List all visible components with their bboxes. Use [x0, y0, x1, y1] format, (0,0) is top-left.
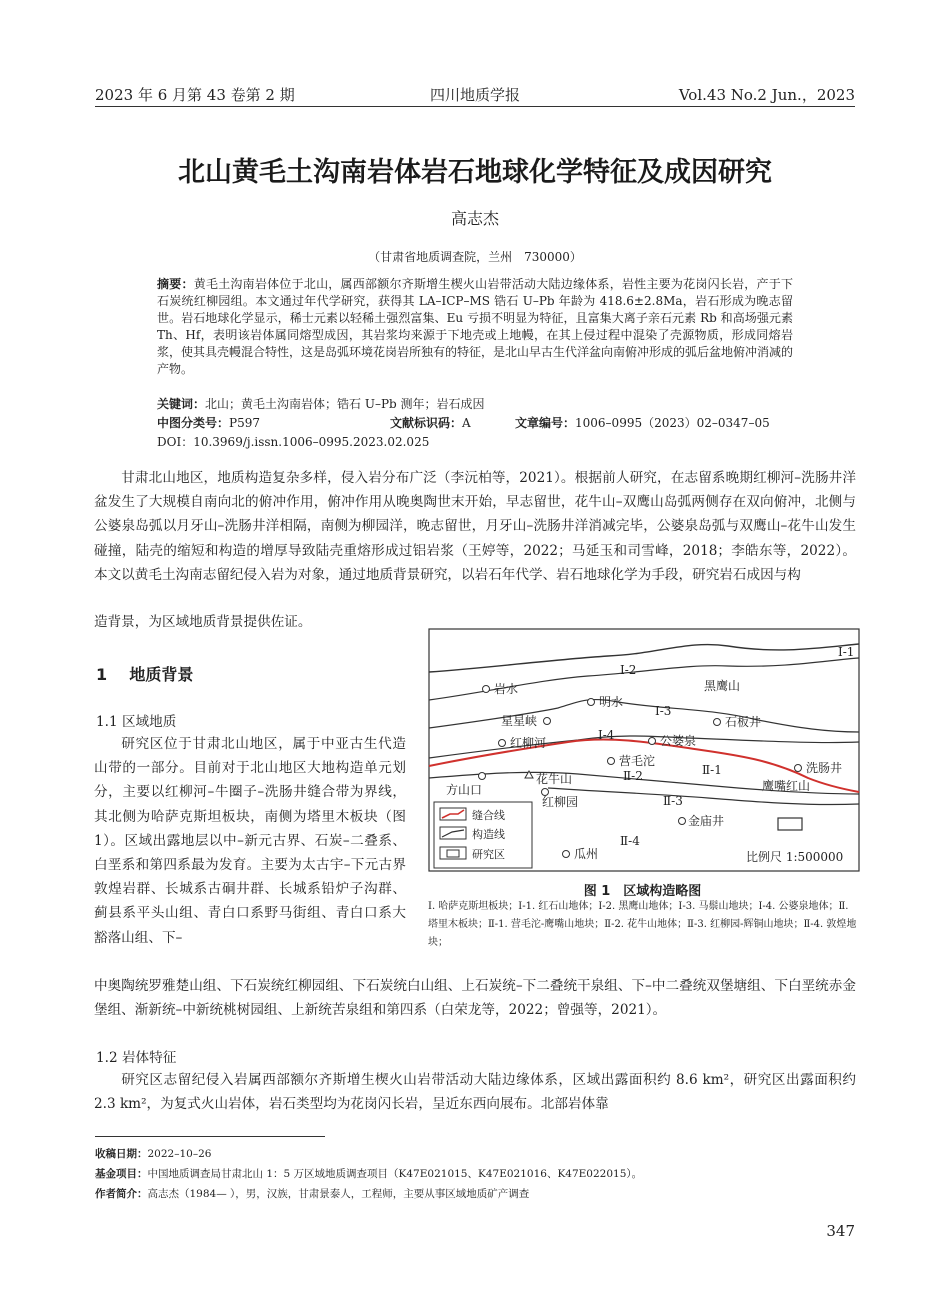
author-bio — [95, 1186, 529, 1201]
label-I4: Ⅰ-4 — [598, 728, 615, 742]
doc-code — [390, 414, 471, 431]
label-yingmaotuo: 营毛沱 — [619, 754, 656, 768]
label-fangshankou: 方山口 — [446, 783, 483, 797]
regional-tectonic-map — [428, 628, 860, 872]
received-date — [95, 1146, 211, 1161]
author-bio-label: 作者简介： — [95, 1188, 148, 1200]
funding-label: 基金项目： — [95, 1168, 148, 1180]
figure-legend: Ⅰ. 哈萨克斯坦板块；Ⅰ-1. 红石山地体；Ⅰ-2. 黑鹰山地体；Ⅰ-3. 马鬃山地块；Ⅰ-4. 公婆泉地体；Ⅱ. 塔里木板块；Ⅱ-1. 营毛沱-鹰嘴山地块；Ⅱ-2. 花牛山地体；Ⅱ-3. 红柳园-辉铜山地块；Ⅱ-4. 敦煌地块； — [428, 901, 857, 948]
keywords-text: 北山；黄毛土沟南岩体；锆石 U–Pb 测年；岩石成因 — [205, 397, 485, 411]
rock-body-paragraph: 研究区志留纪侵入岩属西部额尔齐斯增生楔火山岩带活动大陆边缘体系，区域出露面积约 8.6 km²，研究区出露面积约 2.3 km²，为复式火山岩体，岩石类型均为花岗闪长岩，呈近东西向展布。北部岩体靠 — [94, 1072, 856, 1113]
section-heading — [96, 662, 193, 685]
subsection-heading-1-1: 1.1 区域地质 — [96, 714, 177, 730]
header-journal-issue: 2023 年 6 月第 43 卷第 2 期 — [95, 86, 295, 104]
subsection-heading-1-2: 1.2 岩体特征 — [96, 1050, 177, 1066]
article-value: 1006–0995（2023）02–0347–05 — [575, 416, 770, 430]
legend-fault: 构造线 — [472, 828, 505, 841]
town-marker — [608, 758, 615, 765]
label-mingshui: 明水 — [599, 695, 624, 709]
label-II2: Ⅱ-2 — [623, 769, 643, 783]
figure-caption: 图 1 区域构造略图 — [583, 884, 702, 899]
study-area-box — [778, 818, 802, 830]
regional-geology-paragraph: 研究区位于甘肃北山地区，属于中亚古生代造山带的一部分。目前对于北山地区大地构造单元划分，主要以红柳河–牛圈子–洗肠井缝合带为界线，其北侧为哈萨克斯坦板块，南侧为塔里木板块（图 1）。区域出露地层以中–新元古界、石炭–二叠系、白垩系和第四系最为发育。主要为太古宇–下元古界敦煌岩群、长城系古硐井群、长城系铅炉子沟群、蓟县系平头山组、青白口系野马街组、青白口系大豁落山组、下– — [94, 736, 406, 946]
abstract-text: 黄毛土沟南岩体位于北山，属西部额尔齐斯增生楔火山岩带活动大陆边缘体系，岩性主要为花岗闪长岩，产于下石炭统红柳园组。本文通过年代学研究，获得其 LA–ICP–MS 锆石 U–Pb 年龄为 418.6±2.8Ma，岩石形成为晚志留世。岩石地球化学显示，稀士元素以轻稀土强烈富集、Eu 亏损不明显为特征，且富集大离子亲石元素 Rb 和高场强元素 Th、Hf，表明该岩体属同熔型成因，其岩浆均来源于下地壳或上地幔，在其上侵过程中混染了壳源物质，形成同熔岩浆，使其具壳幔混合特性，这是岛弧环境花岗岩所独有的特征，是北山早古生代洋盆向南俯冲形成的弧后盆地俯冲消减的产物。 — [157, 277, 794, 376]
abstract — [157, 276, 793, 378]
label-hongliuyuan: 红柳园 — [542, 795, 579, 809]
label-gongpoquan: 公婆泉 — [660, 734, 697, 748]
author-bio-value: 高志杰（1984— ），男，汉族，甘肃景泰人，工程师，主要从事区域地质矿产调查 — [147, 1188, 530, 1200]
boundary-line — [429, 644, 859, 672]
header-volume: Vol.43 No.2 Jun.，2023 — [678, 86, 855, 104]
doi: DOI：10.3969/j.issn.1006–0995.2023.02.025 — [157, 435, 430, 449]
town-marker — [679, 818, 686, 825]
label-huaniushan: 花牛山 — [536, 772, 573, 786]
label-yingzuihongshan: 鹰嘴红山 — [762, 779, 811, 793]
clc-number — [157, 414, 260, 431]
label-jinmiaojing: 金庙井 — [688, 814, 725, 828]
label-shibanjing: 石板井 — [725, 715, 762, 729]
footnote-rule — [95, 1136, 325, 1137]
header-journal-name: 四川地质学报 — [429, 86, 520, 104]
town-marker — [499, 740, 506, 747]
page-number: 347 — [826, 1222, 855, 1240]
clc-label: 中图分类号： — [157, 416, 230, 430]
doc-label: 文献标识码： — [390, 416, 463, 430]
received-label: 收稿日期： — [95, 1148, 148, 1160]
author-name: 高志杰 — [450, 209, 499, 228]
town-marker — [588, 699, 595, 706]
label-II3: Ⅱ-3 — [663, 794, 683, 808]
affiliation: （甘肃省地质调查院，兰州 730000） — [368, 250, 582, 264]
label-I1: Ⅰ-1 — [838, 645, 855, 659]
abstract-label: 摘要： — [157, 277, 194, 291]
label-I2: Ⅰ-2 — [620, 663, 637, 677]
paper-title: 北山黄毛土沟南岩体岩石地球化学特征及成因研究 — [178, 157, 772, 188]
boundary-line — [429, 700, 859, 732]
town-marker — [544, 718, 551, 725]
boundary-line — [548, 788, 859, 805]
town-marker — [649, 738, 656, 745]
article-label: 文章编号： — [515, 416, 576, 430]
header-rule — [95, 106, 855, 107]
clc-value: P597 — [229, 416, 260, 430]
town-marker — [795, 765, 802, 772]
keywords — [157, 395, 485, 412]
town-marker — [714, 719, 721, 726]
legend-suture: 缝合线 — [472, 809, 505, 822]
label-xingxingxia: 星星峡 — [501, 714, 538, 728]
label-II1: Ⅱ-1 — [702, 763, 722, 777]
intro-paragraph: 甘肃北山地区，地质构造复杂多样，侵入岩分布广泛（李沅柏等，2021）。根据前人研究，在志留系晚期红柳河–洗肠井洋盆发生了大规模自南向北的俯冲作用，俯冲作用从晚奥陶世末开始，早志留世，花牛山–双鹰山岛弧两侧存在双向俯冲，北侧与公婆泉岛弧以月牙山–洗肠井洋相隔，南侧为柳园洋，晚志留世，月牙山–洗肠井洋消减完毕，公婆泉岛弧与双鹰山–花牛山发生碰撞，陆壳的缩短和构造的增厚导致陆壳重熔形成过铝岩浆（王婷等，2022；马延玉和司雪峰，2018；李皓东等，2022）。本文以黄毛土沟南志留纪侵入岩为对象，通过地质背景研究，以岩石年代学、岩石地球化学为手段，研究岩石成因与构 — [94, 470, 856, 583]
label-heiyingshan: 黑鹰山 — [704, 679, 741, 693]
intro-paragraph-tail: 造背景，为区域地质背景提供佐证。 — [94, 614, 312, 630]
label-hongliuhe: 红柳河 — [510, 736, 547, 750]
label-yanshui: 岩水 — [494, 682, 519, 696]
label-guazhou: 瓜州 — [574, 847, 599, 861]
town-marker — [483, 686, 490, 693]
section-title: 地质背景 — [129, 665, 194, 684]
funding-value: 中国地质调查局甘肃北山 1：5 万区域地质调查项目（K47E021015、K47E021016、K47E022015）。 — [147, 1168, 643, 1180]
map-scale: 比例尺 1:500000 — [746, 850, 844, 864]
label-xichangjing: 洗肠井 — [806, 761, 843, 775]
section-number: 1 — [96, 665, 108, 684]
legend-area: 研究区 — [472, 848, 505, 861]
article-number — [515, 414, 770, 431]
received-value: 2022–10–26 — [147, 1148, 212, 1160]
funding — [95, 1166, 642, 1181]
regional-geology-paragraph-cont: 中奥陶统罗雅楚山组、下石炭统红柳园组、下石炭统白山组、上石炭统–下二叠统干泉组、下–中二叠统双堡塘组、下白垩统赤金堡组、渐新统–中新统桃树园组、上新统苦泉组和第四系（白荣龙等，2022；曾强等，2021）。 — [94, 978, 856, 1019]
label-II4: Ⅱ-4 — [620, 834, 640, 848]
label-I3: Ⅰ-3 — [655, 704, 672, 718]
town-marker — [479, 773, 486, 780]
town-marker — [563, 851, 570, 858]
legend-swatch-fault — [440, 827, 466, 839]
keywords-label: 关键词： — [157, 397, 206, 411]
doc-value: A — [462, 416, 471, 430]
